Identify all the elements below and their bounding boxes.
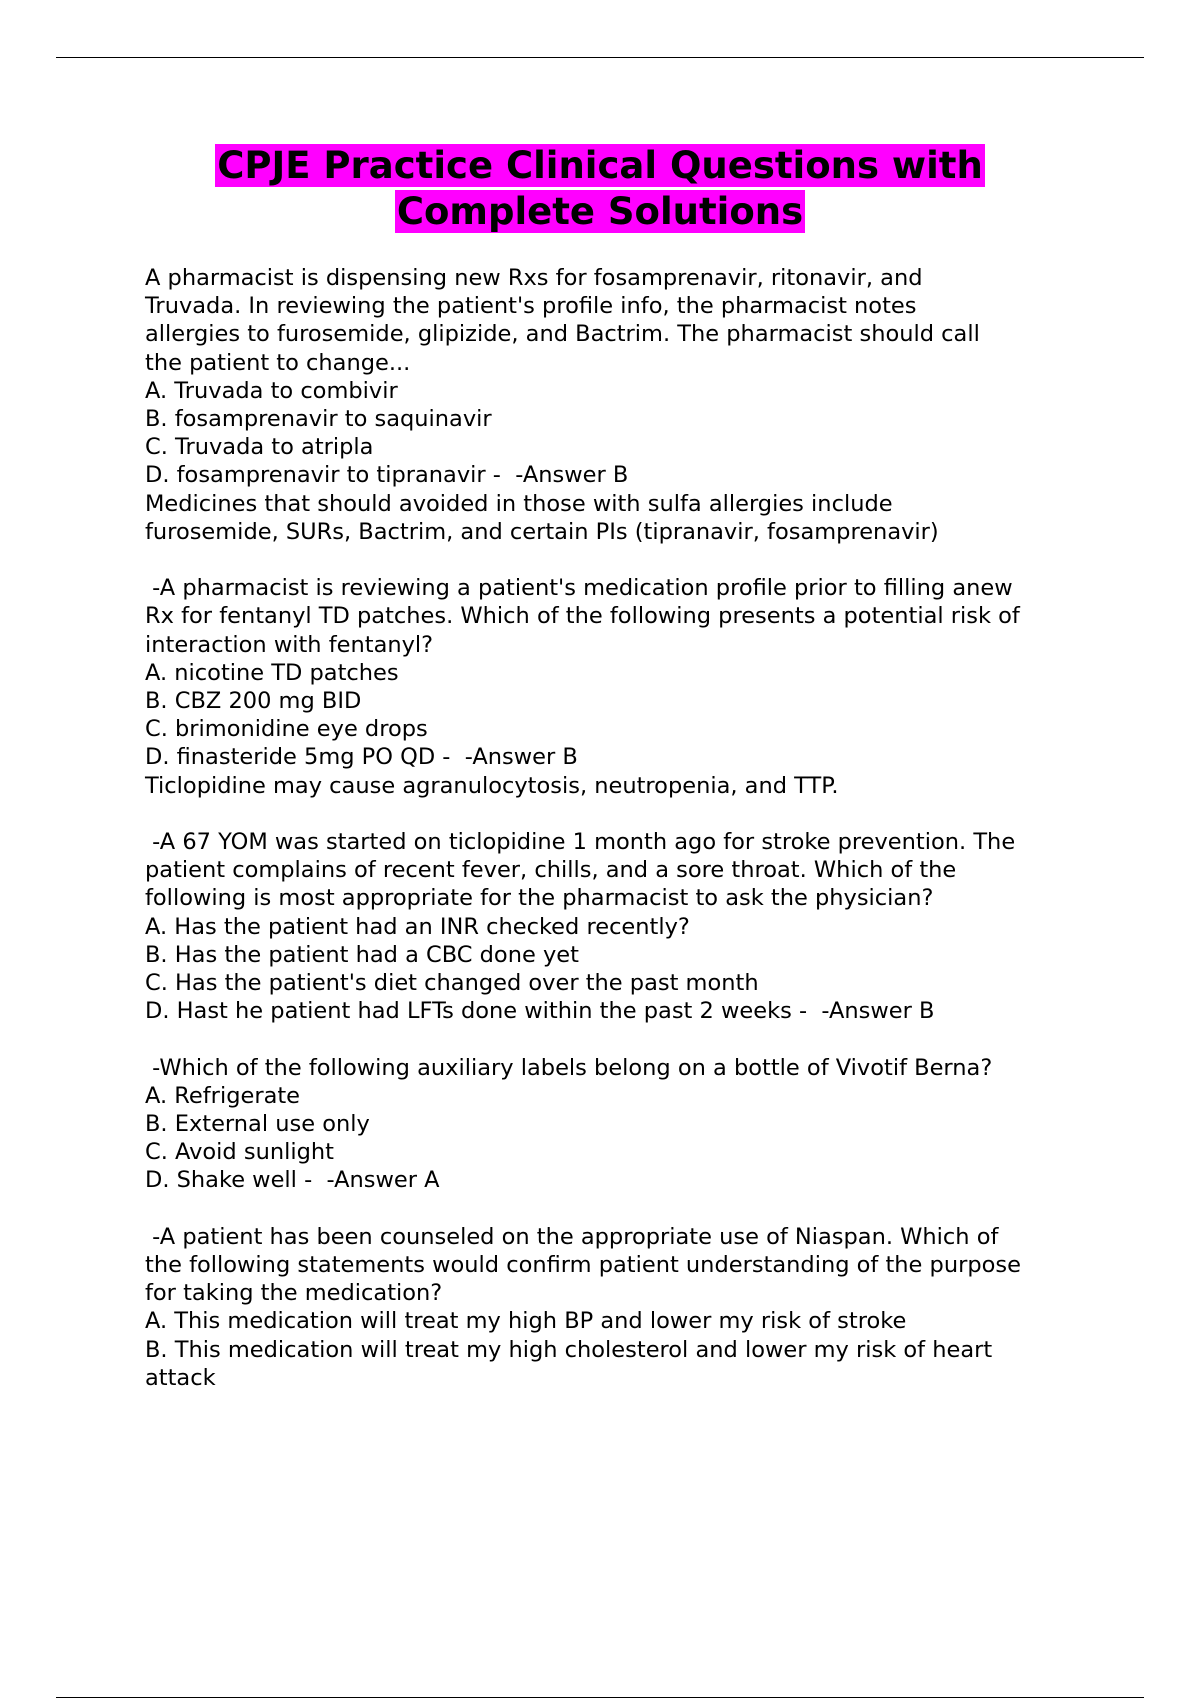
text-line: -Which of the following auxiliary labels belong on a bottle of Vivotif Berna? xyxy=(145,1054,993,1081)
text-line: A. Refrigerate xyxy=(145,1082,301,1109)
text-line: the patient to change... xyxy=(145,349,411,376)
question-block xyxy=(145,1054,1095,1195)
title-line-1: CPJE Practice Clinical Questions with xyxy=(217,144,983,187)
text-line: -A pharmacist is reviewing a patient's medication profile prior to filling anew xyxy=(145,575,1013,602)
text-line: furosemide, SURs, Bactrim, and certain PIs (tipranavir, fosamprenavir) xyxy=(145,518,939,545)
text-line: B. CBZ 200 mg BID xyxy=(145,688,362,715)
text-line: -A patient has been counseled on the appropriate use of Niaspan. Which of xyxy=(145,1223,999,1250)
text-line: -A 67 YOM was started on ticlopidine 1 month ago for stroke prevention. The xyxy=(145,829,1016,856)
question-block xyxy=(145,264,1095,546)
text-line: attack xyxy=(145,1364,216,1391)
document-body xyxy=(145,264,1095,1392)
question-block xyxy=(145,574,1095,800)
text-line: allergies to furosemide, glipizide, and Bactrim. The pharmacist should call xyxy=(145,321,980,348)
text-line: B. fosamprenavir to saquinavir xyxy=(145,406,492,433)
text-line: patient complains of recent fever, chills, and a sore throat. Which of the xyxy=(145,857,957,884)
text-line: Medicines that should avoided in those with sulfa allergies include xyxy=(145,490,893,517)
title-line-2: Complete Solutions xyxy=(396,190,804,233)
text-line: A pharmacist is dispensing new Rxs for fosamprenavir, ritonavir, and xyxy=(145,265,923,291)
text-line: for taking the medication? xyxy=(145,1280,443,1307)
text-line: D. Hast he patient had LFTs done within the past 2 weeks - -Answer B xyxy=(145,998,935,1025)
text-line: C. Truvada to atripla xyxy=(145,434,374,461)
text-line: Truvada. In reviewing the patient's profile info, the pharmacist notes xyxy=(145,293,917,320)
question-block xyxy=(145,1223,1095,1392)
question-block xyxy=(145,828,1095,1025)
page-title xyxy=(0,143,1200,235)
text-line: following is most appropriate for the pharmacist to ask the physician? xyxy=(145,885,934,912)
text-line: A. Has the patient had an INR checked recently? xyxy=(145,913,690,940)
text-line: D. finasteride 5mg PO QD - -Answer B xyxy=(145,744,578,771)
text-line: D. Shake well - -Answer A xyxy=(145,1167,440,1194)
text-line: D. fosamprenavir to tipranavir - -Answer B xyxy=(145,462,629,489)
text-line: Rx for fentanyl TD patches. Which of the following presents a potential risk of xyxy=(145,603,1020,630)
bottom-rule xyxy=(56,1697,1144,1698)
top-rule xyxy=(56,57,1144,58)
text-line: B. Has the patient had a CBC done yet xyxy=(145,941,579,968)
text-line: Ticlopidine may cause agranulocytosis, neutropenia, and TTP. xyxy=(145,772,839,799)
text-line: B. External use only xyxy=(145,1111,370,1138)
text-line: interaction with fentanyl? xyxy=(145,631,434,658)
text-line: A. Truvada to combivir xyxy=(145,377,398,404)
text-line: A. nicotine TD patches xyxy=(145,659,399,686)
text-line: C. brimonidine eye drops xyxy=(145,716,428,743)
text-line: the following statements would confirm patient understanding of the purpose xyxy=(145,1252,1021,1279)
text-line: C. Avoid sunlight xyxy=(145,1139,334,1166)
text-line: B. This medication will treat my high cholesterol and lower my risk of heart xyxy=(145,1336,993,1363)
text-line: C. Has the patient's diet changed over the past month xyxy=(145,970,759,997)
text-line: A. This medication will treat my high BP and lower my risk of stroke xyxy=(145,1308,907,1335)
